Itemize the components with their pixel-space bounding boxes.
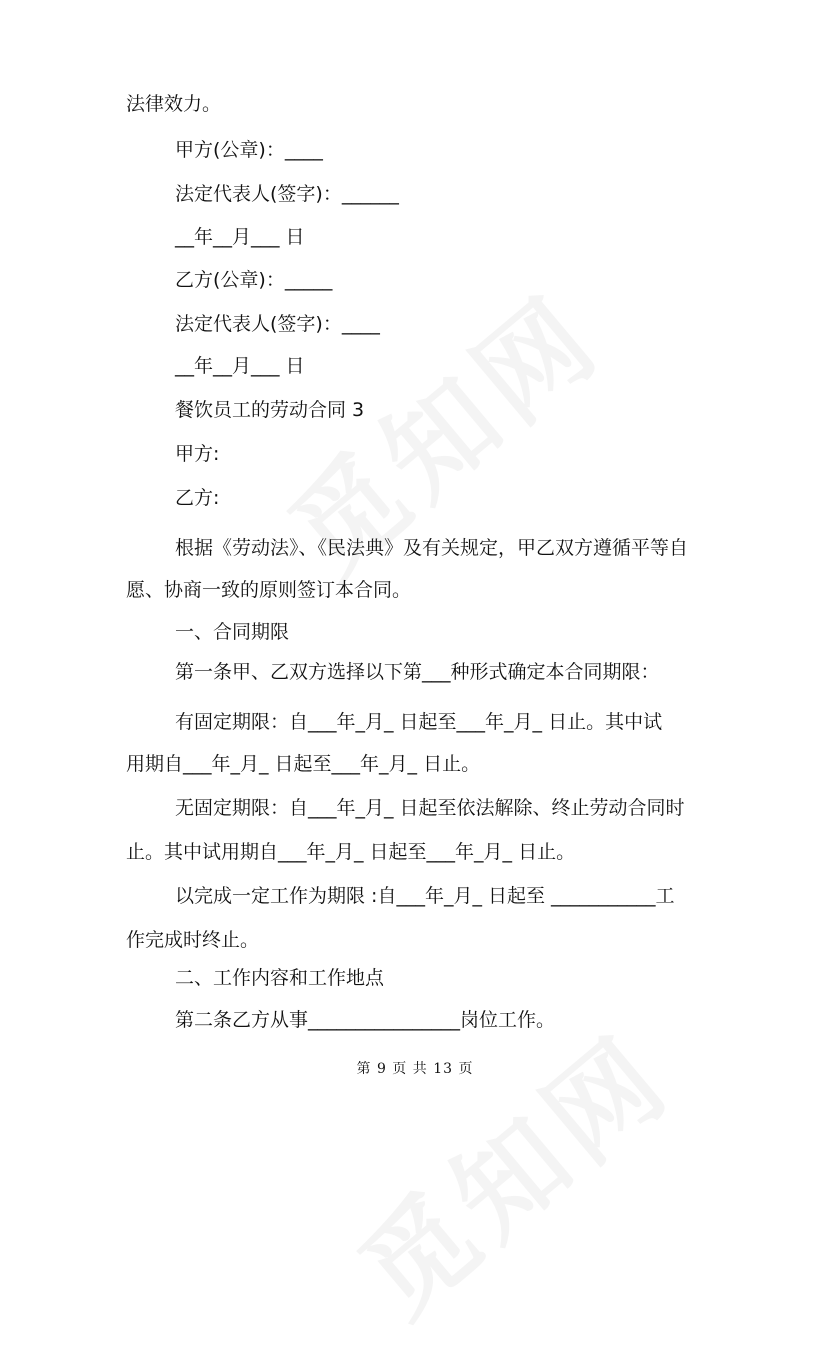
section-heading: 一、合同期限 xyxy=(175,621,290,643)
paragraph-line: 第二条乙方从事________________岗位工作。 xyxy=(175,1009,556,1031)
party-b-date-line: __年__月___ 日 xyxy=(175,355,305,377)
paragraph-line: 用期自___年_月_ 日起至___年_月_ 日止。 xyxy=(126,753,481,775)
contract-title: 餐饮员工的劳动合同 3 xyxy=(175,399,365,421)
paragraph-line: 根据《劳动法》、《民法典》及有关规定，甲乙双方遵循平等自 xyxy=(175,537,689,559)
party-a-representative-line: 法定代表人(签字)：______ xyxy=(175,183,399,205)
paragraph-line: 作完成时终止。 xyxy=(126,929,260,951)
party-b-label: 乙方: xyxy=(175,487,220,509)
paragraph-line: 无固定期限：自___年_月_ 日起至依法解除、终止劳动合同时 xyxy=(175,797,685,819)
party-b-seal-line: 乙方(公章)：_____ xyxy=(175,269,333,291)
paragraph-line: 止。其中试用期自___年_月_ 日起至___年_月_ 日止。 xyxy=(126,841,576,863)
watermark xyxy=(321,993,698,1345)
paragraph-line: 有固定期限：自___年_月_ 日起至___年_月_ 日止。其中试 xyxy=(175,711,663,733)
page-number-footer: 第 9 页 共 13 页 xyxy=(356,1061,474,1077)
paragraph-line: 法律效力。 xyxy=(126,93,222,115)
paragraph-line: 第一条甲、乙双方选择以下第___种形式确定本合同期限： xyxy=(175,661,660,683)
party-b-representative-line: 法定代表人(签字)：____ xyxy=(175,313,380,335)
paragraph-line: 愿、协商一致的原则签订本合同。 xyxy=(126,579,412,601)
party-a-date-line: __年__月___ 日 xyxy=(175,226,305,248)
section-heading: 二、工作内容和工作地点 xyxy=(175,967,385,989)
party-a-label: 甲方: xyxy=(175,443,220,465)
party-a-seal-line: 甲方(公章)：____ xyxy=(175,139,323,161)
paragraph-line: 以完成一定工作为期限 :自___年_月_ 日起至 ___________工 xyxy=(175,885,675,907)
